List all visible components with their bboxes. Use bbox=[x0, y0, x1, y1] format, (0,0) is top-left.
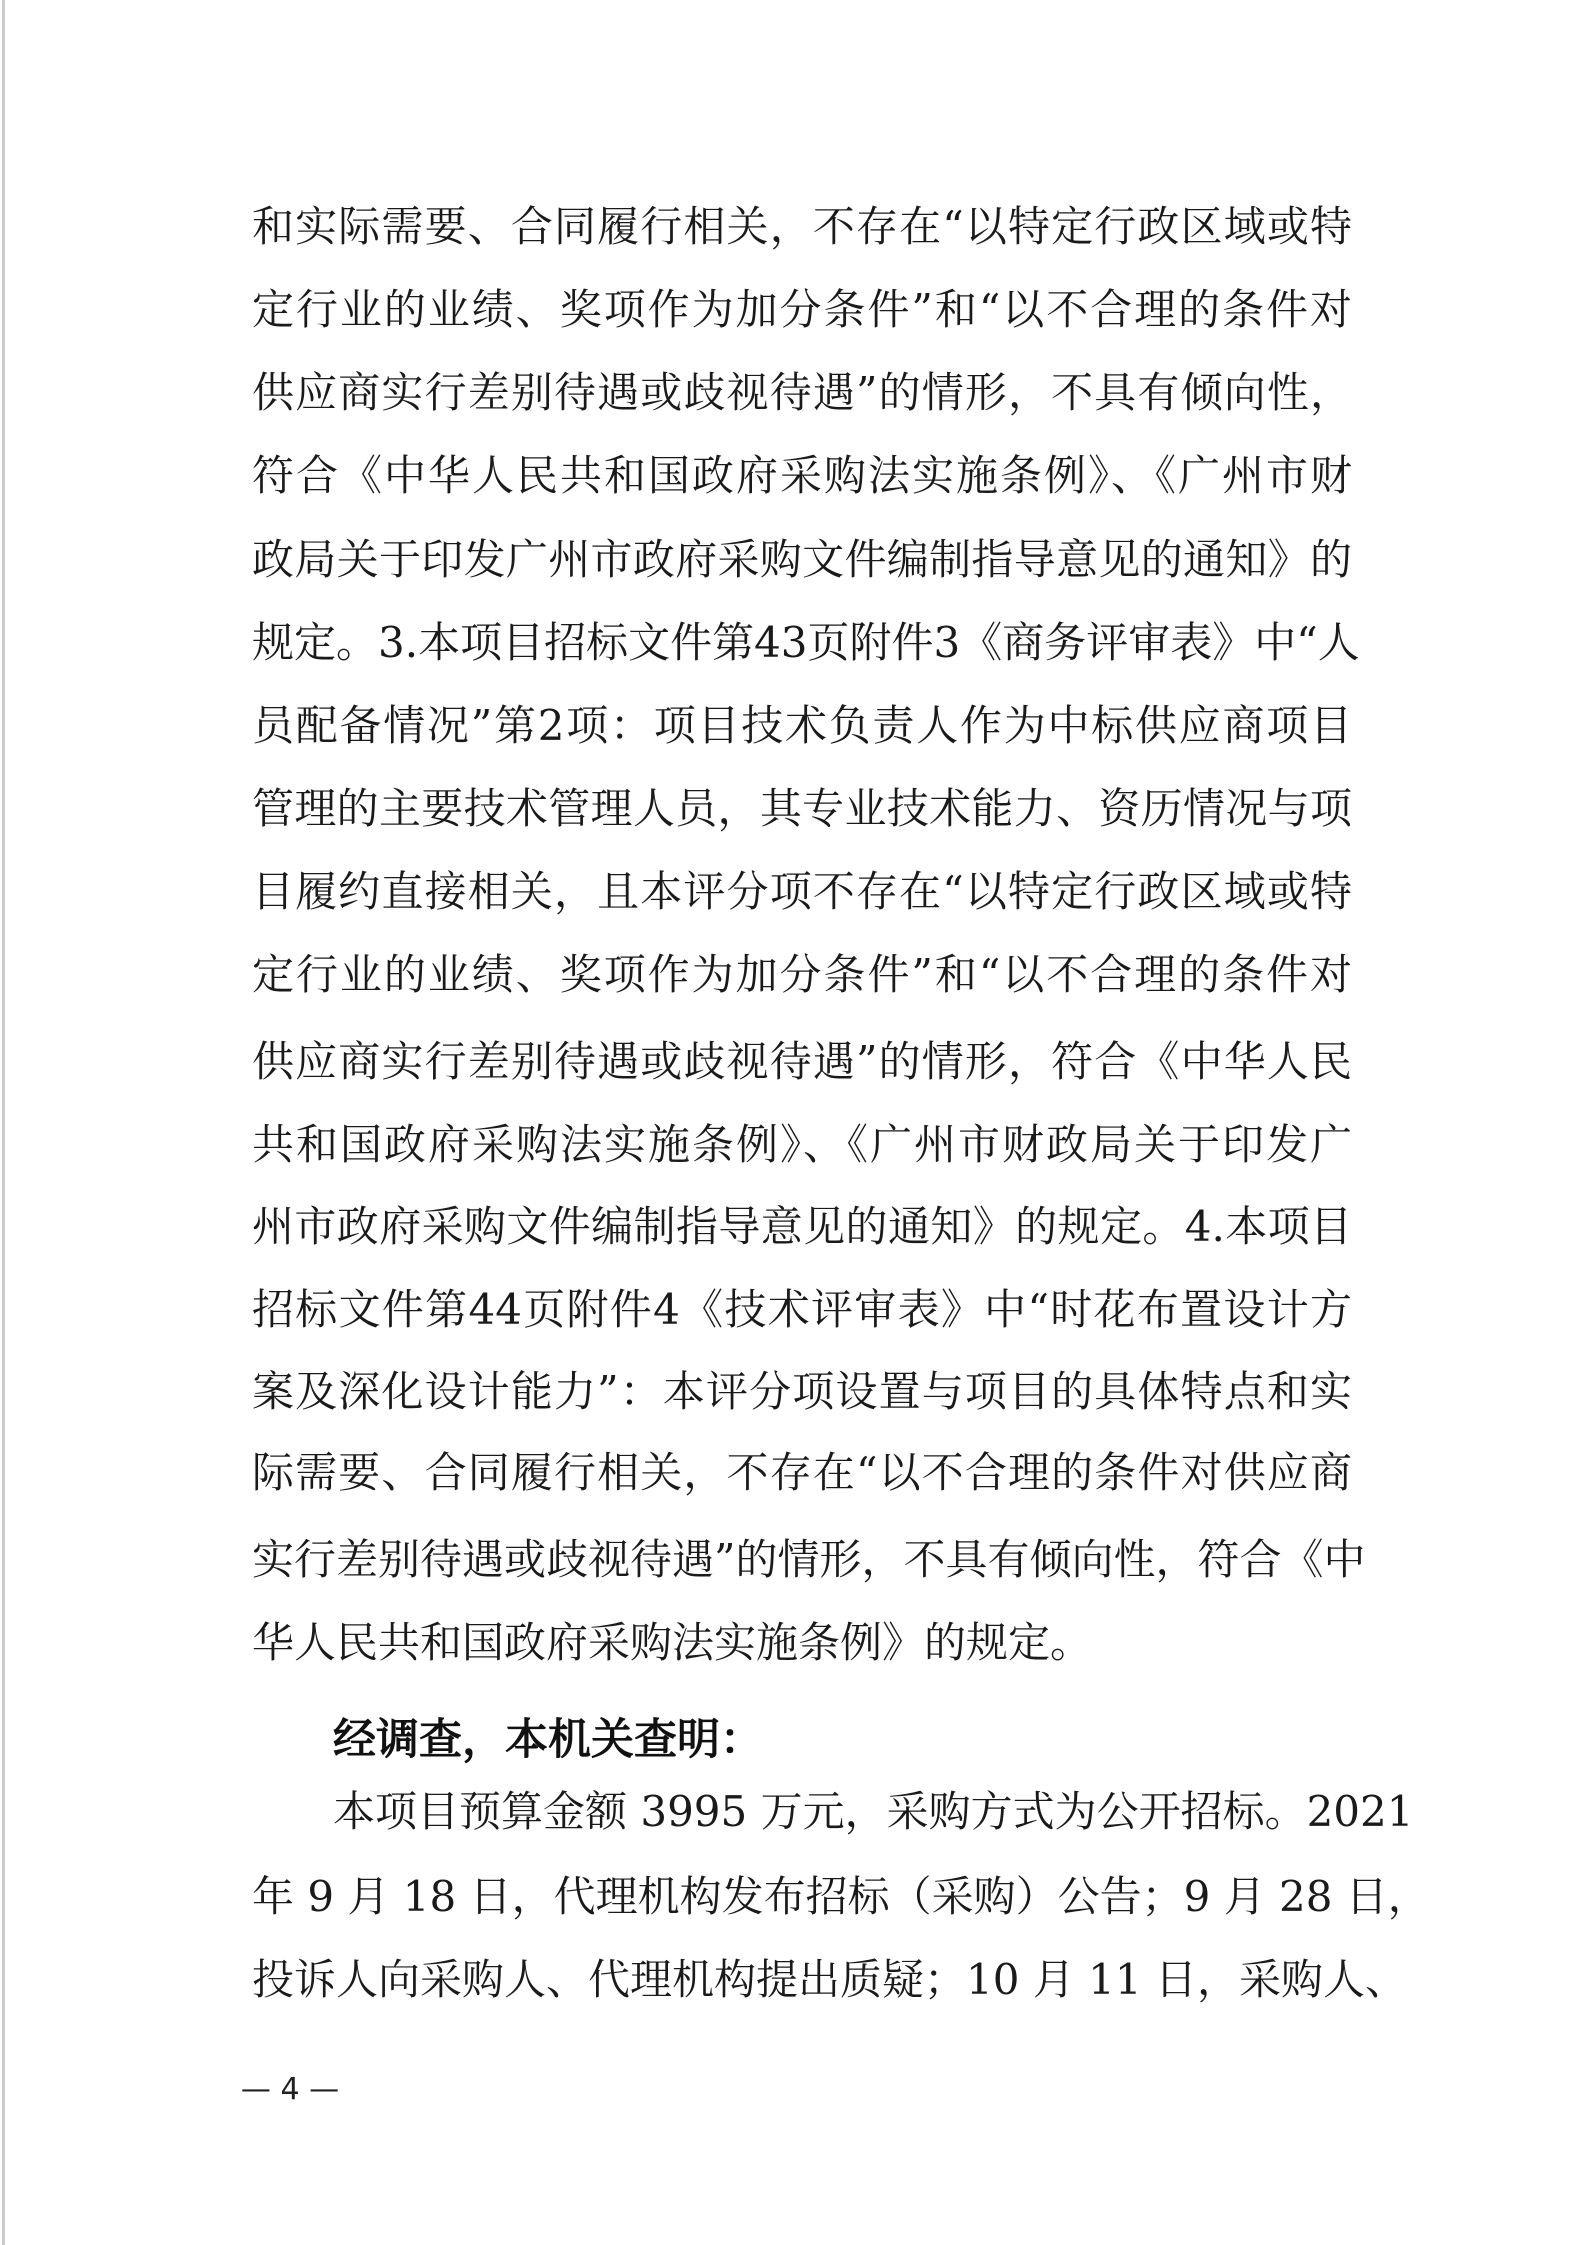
body-text-line: 案及深化设计能力”：本评分项设置与项目的具体特点和实 bbox=[252, 1367, 1352, 1416]
body-text-line: 目履约直接相关，且本评分项不存在“以特定行政区域或特 bbox=[252, 867, 1352, 916]
body-text-line: 定行业的业绩、奖项作为加分条件”和“以不合理的条件对 bbox=[252, 285, 1352, 334]
body-text-line: 招标文件第44页附件4《技术评审表》中“时花布置设计方 bbox=[252, 1285, 1352, 1334]
body-text-line: 规定。3.本项目招标文件第43页附件3《商务评审表》中“人 bbox=[252, 618, 1360, 667]
body-text-line: 符合《中华人民共和国政府采购法实施条例》、《广州市财 bbox=[252, 451, 1352, 500]
body-text-line: 供应商实行差别待遇或歧视待遇”的情形，不具有倾向性， bbox=[252, 368, 1352, 417]
body-text-line: 际需要、合同履行相关，不存在“以不合理的条件对供应商 bbox=[252, 1448, 1352, 1497]
page-number: — 4 — bbox=[240, 2072, 340, 2107]
findings-text-line: 本项目预算金额 3995 万元，采购方式为公开招标。2021 bbox=[333, 1787, 1414, 1836]
body-text-line: 政局关于印发广州市政府采购文件编制指导意见的通知》的 bbox=[252, 535, 1352, 584]
body-text-line: 州市政府采购文件编制指导意见的通知》的规定。4.本项目 bbox=[252, 1202, 1352, 1251]
body-text-line: 管理的主要技术管理人员，其专业技术能力、资历情况与项 bbox=[252, 784, 1352, 833]
findings-text-line: 投诉人向采购人、代理机构提出质疑；10 月 11 日，采购人、 bbox=[252, 1955, 1407, 2004]
body-text-line: 供应商实行差别待遇或歧视待遇”的情形，符合《中华人民 bbox=[252, 1037, 1352, 1086]
body-text-line: 共和国政府采购法实施条例》、《广州市财政局关于印发广 bbox=[252, 1120, 1352, 1169]
scan-edge-line bbox=[2, 0, 5, 2245]
body-text-line: 华人民共和国政府采购法实施条例》的规定。 bbox=[252, 1618, 1093, 1667]
body-text-line: 定行业的业绩、奖项作为加分条件”和“以不合理的条件对 bbox=[252, 950, 1352, 999]
findings-text-line: 年 9 月 18 日，代理机构发布招标（采购）公告；9 月 28 日， bbox=[252, 1872, 1430, 1921]
body-text-line: 员配备情况”第2项：项目技术负责人作为中标供应商项目 bbox=[252, 701, 1352, 750]
section-heading: 经调查，本机关查明： bbox=[333, 1715, 763, 1765]
body-text-line: 和实际需要、合同履行相关，不存在“以特定行政区域或特 bbox=[252, 202, 1352, 251]
body-text-line: 实行差别待遇或歧视待遇”的情形，不具有倾向性，符合《中 bbox=[252, 1535, 1366, 1584]
